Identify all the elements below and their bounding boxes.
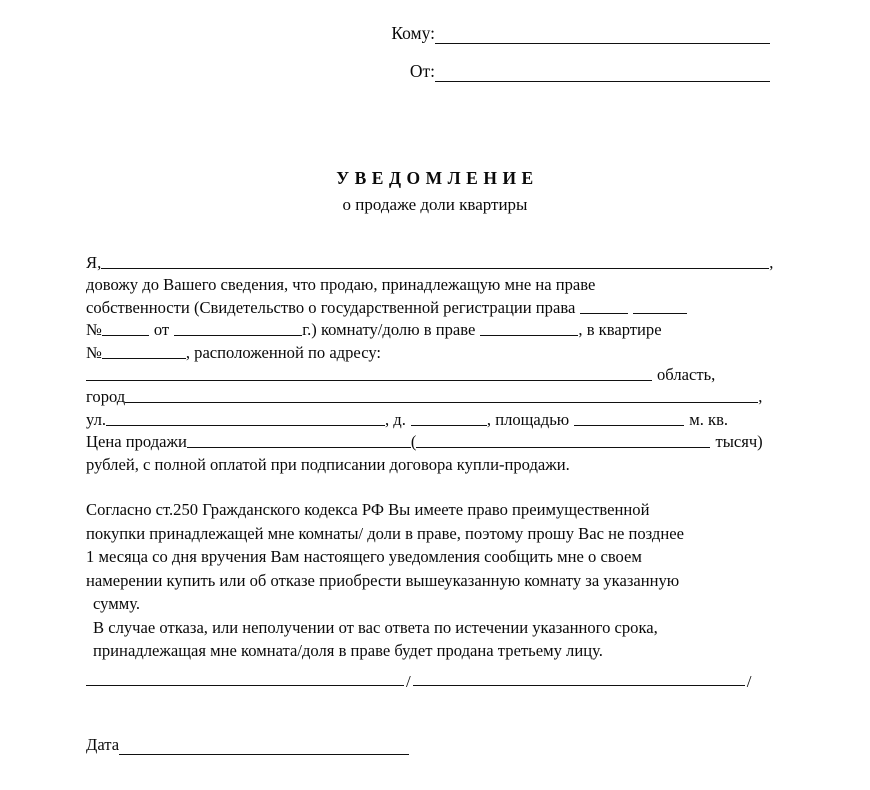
body-line-3 (86, 297, 776, 319)
region-input[interactable] (86, 365, 652, 381)
legal-line-2: покупки принадлежащей мне комнаты/ доли в праве, поэтому прошу Вас не позднее (86, 523, 684, 543)
body-line-1 (86, 252, 776, 274)
certificate-date-input[interactable] (174, 320, 302, 336)
line1-suffix: , (769, 253, 774, 272)
declarant-name-input[interactable] (101, 253, 769, 269)
certificate-extra-input[interactable] (633, 298, 687, 314)
title-block (0, 168, 870, 215)
legal-paragraph (86, 498, 776, 663)
signature-input[interactable] (86, 673, 404, 686)
date-input[interactable] (119, 740, 409, 755)
city-label: город (86, 387, 126, 407)
line5-number-label: № (86, 342, 102, 362)
line4-number-label: № (86, 320, 102, 340)
legal-line-7: принадлежащая мне комната/доля в праве будет продана третьему лицу. (93, 641, 603, 661)
area-unit-label: м. кв. (689, 409, 729, 429)
line4-apartment-label: , в квартире (578, 320, 662, 340)
signature-separator-2: / (746, 672, 752, 691)
body-line-8 (86, 409, 776, 431)
from-row (0, 60, 870, 82)
document-body (86, 252, 776, 663)
price-thousand-label: тысяч) (715, 432, 763, 452)
date-label: Дата (86, 735, 120, 754)
recipient-header (0, 22, 870, 98)
body-line-5 (86, 342, 776, 364)
line5-address-label: , расположенной по адресу: (185, 342, 382, 362)
legal-line-3: 1 месяца со дня вручения Вам настоящего уведомления сообщить мне о своем (86, 547, 642, 567)
to-label: Кому: (391, 23, 435, 43)
date-row (86, 735, 409, 755)
share-input[interactable] (480, 320, 578, 336)
body-line-4 (86, 319, 776, 341)
price-open-paren: ( (410, 432, 417, 452)
certificate-series-input[interactable] (580, 298, 628, 314)
page-subtitle: о продаже доли квартиры (342, 195, 528, 214)
house-number-input[interactable] (411, 410, 487, 426)
line1-prefix: Я, (86, 253, 102, 272)
from-input-line[interactable] (435, 63, 770, 82)
signature-block (86, 672, 776, 691)
body-line-7 (86, 386, 776, 408)
page-title: УВЕДОМЛЕНИЕ (336, 168, 539, 188)
price-digits-input[interactable] (187, 432, 411, 448)
from-label: От: (409, 61, 435, 81)
signature-name-input[interactable] (413, 673, 745, 686)
legal-line-6: В случае отказа, или неполучении от вас ответа по истечении указанного срока, (93, 617, 658, 637)
line4-from-label: от (153, 320, 170, 340)
signature-row (86, 672, 776, 691)
line3-text: собственности (Свидетельство о государственной регистрации права (86, 297, 576, 317)
apartment-number-input[interactable] (102, 342, 186, 358)
legal-line-5: сумму. (93, 594, 141, 614)
line4-room-label: г.) комнату/долю в праве (302, 320, 476, 340)
price-words-input[interactable] (416, 432, 710, 448)
price-label: Цена продажи (86, 432, 187, 452)
city-suffix: , (758, 387, 763, 407)
region-label: область, (657, 365, 716, 385)
street-label: ул. (86, 409, 106, 429)
legal-line-4: намерении купить или об отказе приобрести вышеуказанную комнату за указанную (86, 570, 680, 590)
to-row (0, 22, 870, 44)
body-line-6 (86, 364, 776, 386)
area-input[interactable] (574, 410, 684, 426)
body-line-9 (86, 431, 776, 453)
area-label: , площадью (486, 409, 570, 429)
to-input-line[interactable] (435, 25, 770, 44)
street-input[interactable] (106, 410, 385, 426)
signature-separator-1: / (406, 672, 411, 691)
legal-line-1: Согласно ст.250 Гражданского кодекса РФ Вы имеете право преимущественной (86, 500, 650, 520)
body-line-2: довожу до Вашего сведения, что продаю, принадлежащую мне на праве (86, 275, 596, 295)
city-input[interactable] (125, 387, 758, 403)
house-label: , д. (385, 409, 406, 429)
body-line-10: рублей, с полной оплатой при подписании договора купли-продажи. (86, 454, 570, 474)
certificate-number-input[interactable] (102, 320, 149, 336)
